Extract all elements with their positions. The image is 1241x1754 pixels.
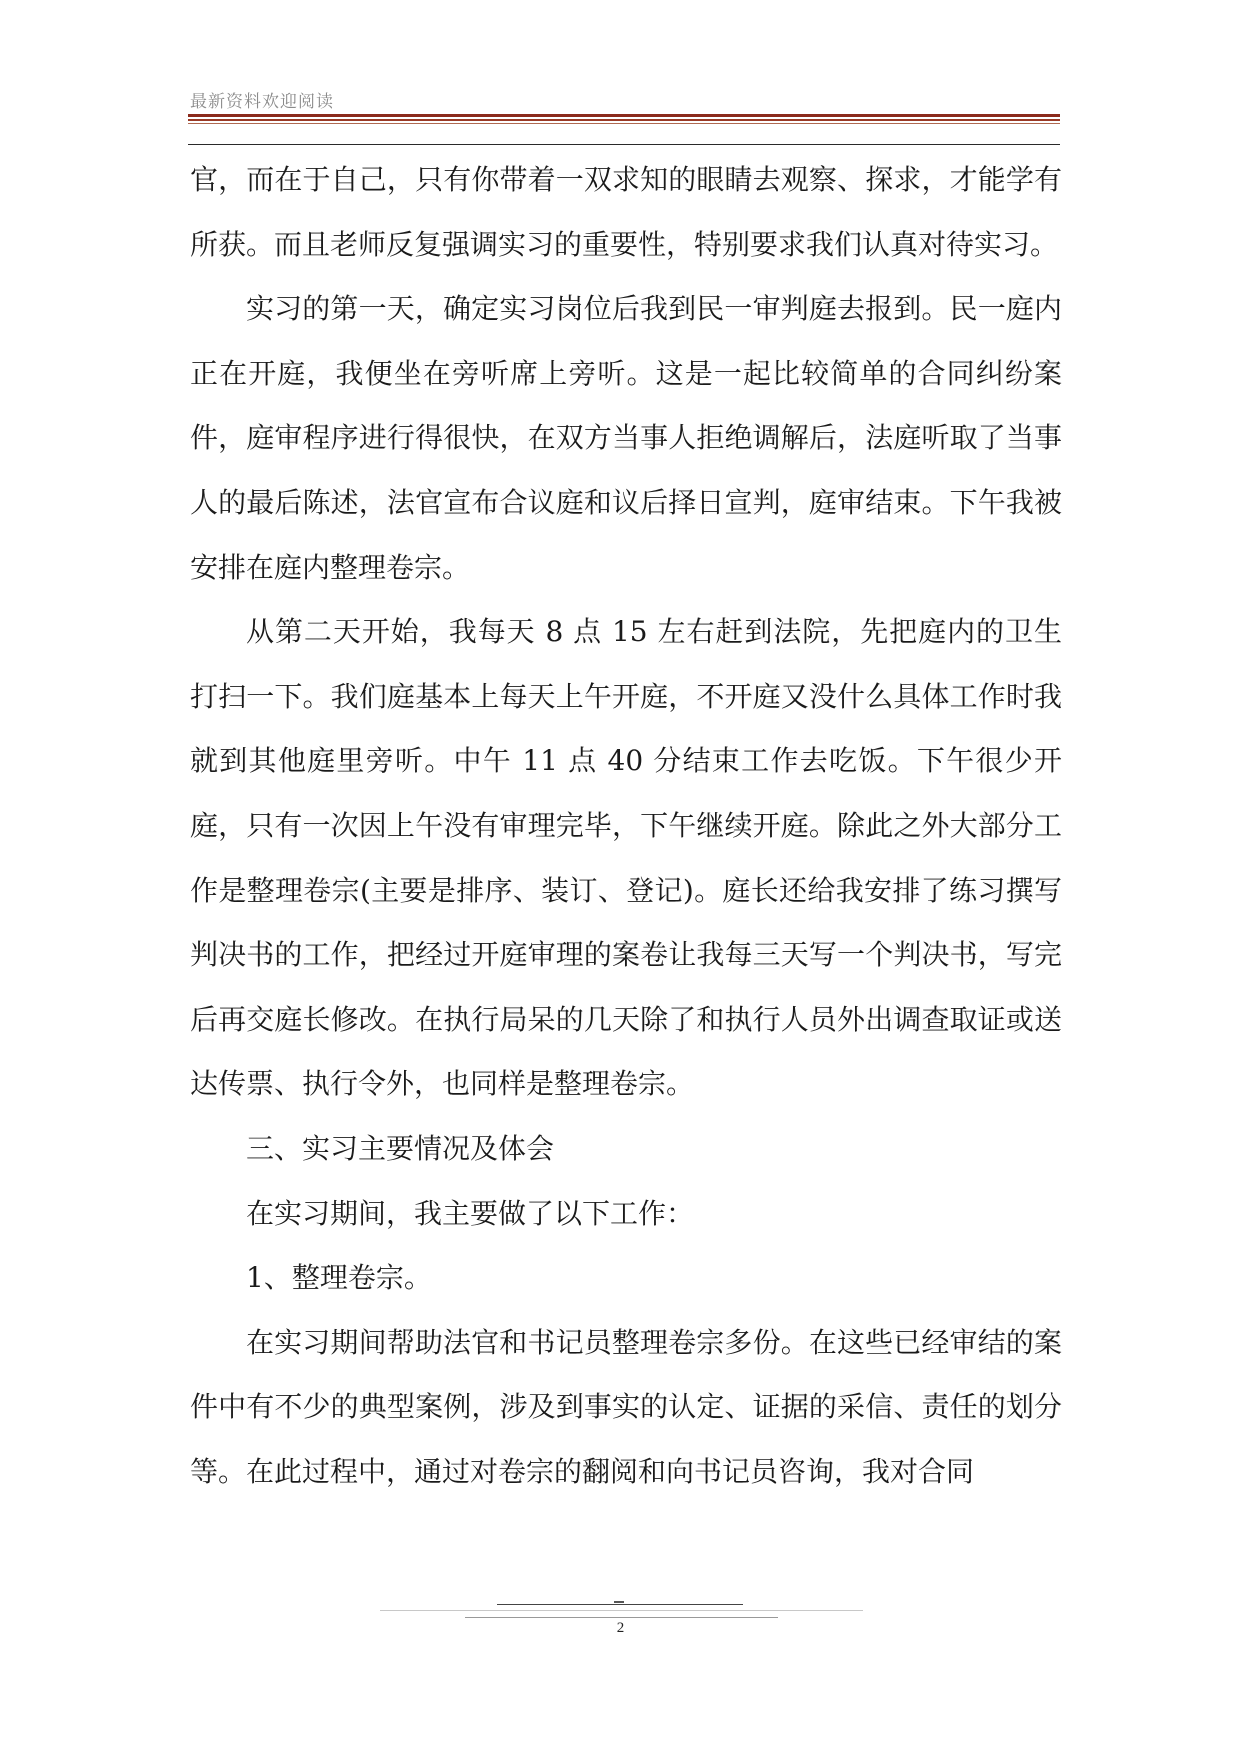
section-heading: 三、实习主要情况及体会 bbox=[246, 1131, 555, 1165]
footer-decoration bbox=[614, 1601, 624, 1603]
page-number: 2 bbox=[616, 1620, 625, 1636]
footer-rule bbox=[465, 1617, 778, 1618]
running-header: 最新资料欢迎阅读 bbox=[190, 92, 334, 112]
paragraph: 实习的第一天，确定实习岗位后我到民一审判庭去报到。民一庭内正在开庭，我便坐在旁听席上旁听。这是一起比较简单的合同纠纷案件，庭审程序进行得很快，在双方当事人拒绝调解后，法庭听取了当事人的最后陈述，法官宣布合议庭和议后择日宣判，庭审结束。下午我被安排在庭内整理卷宗。 bbox=[190, 292, 1062, 584]
paragraph: 在实习期间帮助法官和书记员整理卷宗多份。在这些已经审结的案件中有不少的典型案例，涉及到事实的认定、证据的采信、责任的划分等。在此过程中，通过对卷宗的翻阅和向书记员咨询，我对合同 bbox=[190, 1325, 1062, 1488]
paragraph: 官，而在于自己，只有你带着一双求知的眼睛去观察、探求，才能学有所获。而且老师反复强调实习的重要性，特别要求我们认真对待实习。 bbox=[190, 163, 1062, 261]
document-body bbox=[190, 148, 1062, 1504]
header-rule-thick bbox=[188, 114, 1060, 117]
list-item-heading: 1、整理卷宗。 bbox=[246, 1261, 432, 1295]
header-rule-thin bbox=[188, 123, 1060, 124]
footer-rule bbox=[380, 1610, 863, 1611]
header-rule-underline bbox=[188, 144, 1060, 145]
header-rule-medium bbox=[188, 119, 1060, 121]
footer-rule bbox=[497, 1604, 743, 1605]
paragraph: 从第二天开始，我每天 8 点 15 左右赶到法院，先把庭内的卫生打扫一下。我们庭基本上每天上午开庭，不开庭又没什么具体工作时我就到其他庭里旁听。中午 11 点 40 分结束工作去吃饭。下午很少开庭，只有一次因上午没有审理完毕，下午继续开庭。除此之外大部分工作是整理卷宗(主要是排序、装订、登记)。庭长还给我安排了练习撰写判决书的工作，把经过开庭审理的案卷让我每三天写一个判决书，写完后再交庭长修改。在执行局呆的几天除了和执行人员外出调查取证或送达传票、执行令外，也同样是整理卷宗。 bbox=[190, 615, 1062, 1101]
paragraph: 在实习期间，我主要做了以下工作： bbox=[246, 1196, 695, 1230]
